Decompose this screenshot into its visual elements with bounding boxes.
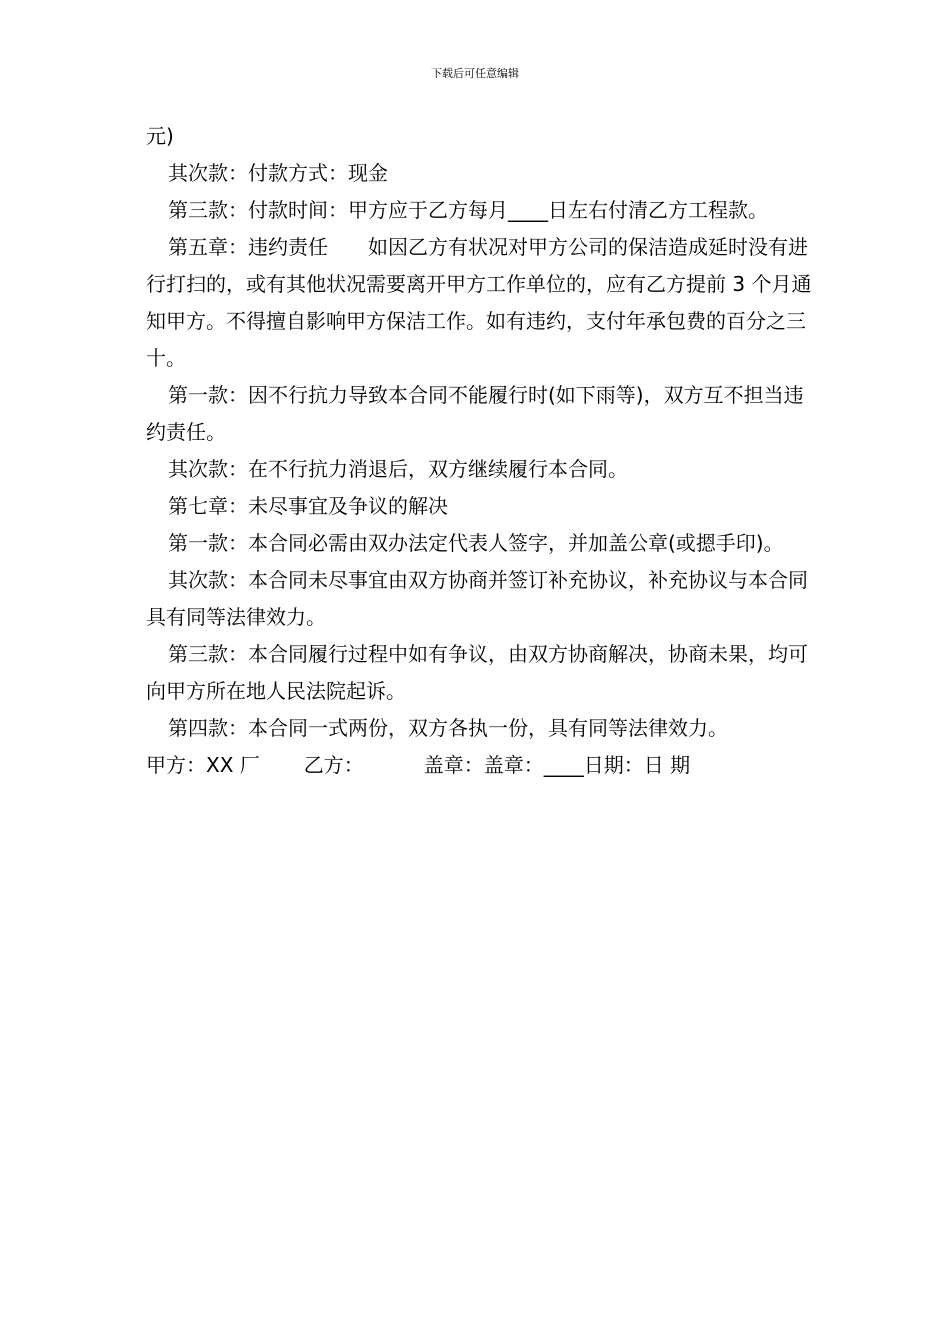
paragraph-continuation: 元) — [146, 124, 174, 148]
party-b-label: 乙方： — [303, 753, 364, 777]
paragraph-supplementary-agreement: 其次款：本合同未尽事宜由双方协商并签订补充协议，补充协议与本合同具有同等法律效力。 — [146, 568, 808, 629]
paragraph-after-force-majeure: 其次款：在不行抗力消退后，双方继续履行本合同。 — [168, 457, 628, 481]
signature-line — [146, 747, 822, 784]
paragraph-force-majeure: 第一款：因不行抗力导致本合同不能履行时(如下雨等)，双方互不担当违约责任。 — [146, 383, 804, 444]
paragraph-chapter-five-liability: 第五章：违约责任 如因乙方有状况对甲方公司的保洁造成延时没有进行打扫的，或有其他状况需要离开甲方工作单位的，应有乙方提前 3 个月通知甲方。不得擅自影响甲方保洁工作。如有违约，支付年承包费的百分之三十。 — [146, 235, 812, 370]
contract-body — [146, 118, 822, 784]
party-a-label: 甲方：XX 厂 — [146, 753, 260, 777]
paragraph-signature-requirement: 第一款：本合同必需由双办法定代表人签字，并加盖公章(或摁手印)。 — [168, 531, 784, 555]
paragraph-payment-method: 其次款：付款方式：现金 — [168, 161, 388, 185]
page-header: 下载后可任意编辑 — [431, 67, 519, 80]
seal-label-a: 盖章： — [423, 753, 484, 777]
seal-date-label: 盖章：____日期：日 期 — [483, 753, 691, 777]
paragraph-chapter-seven-title: 第七章：未尽事宜及争议的解决 — [168, 494, 448, 518]
paragraph-payment-time: 第三款：付款时间：甲方应于乙方每月____日左右付清乙方工程款。 — [168, 198, 768, 222]
paragraph-dispute-resolution: 第三款：本合同履行过程中如有争议，由双方协商解决，协商未果，均可向甲方所在地人民法院起诉。 — [146, 642, 808, 703]
paragraph-copies: 第四款：本合同一式两份，双方各执一份，具有同等法律效力。 — [168, 716, 728, 740]
